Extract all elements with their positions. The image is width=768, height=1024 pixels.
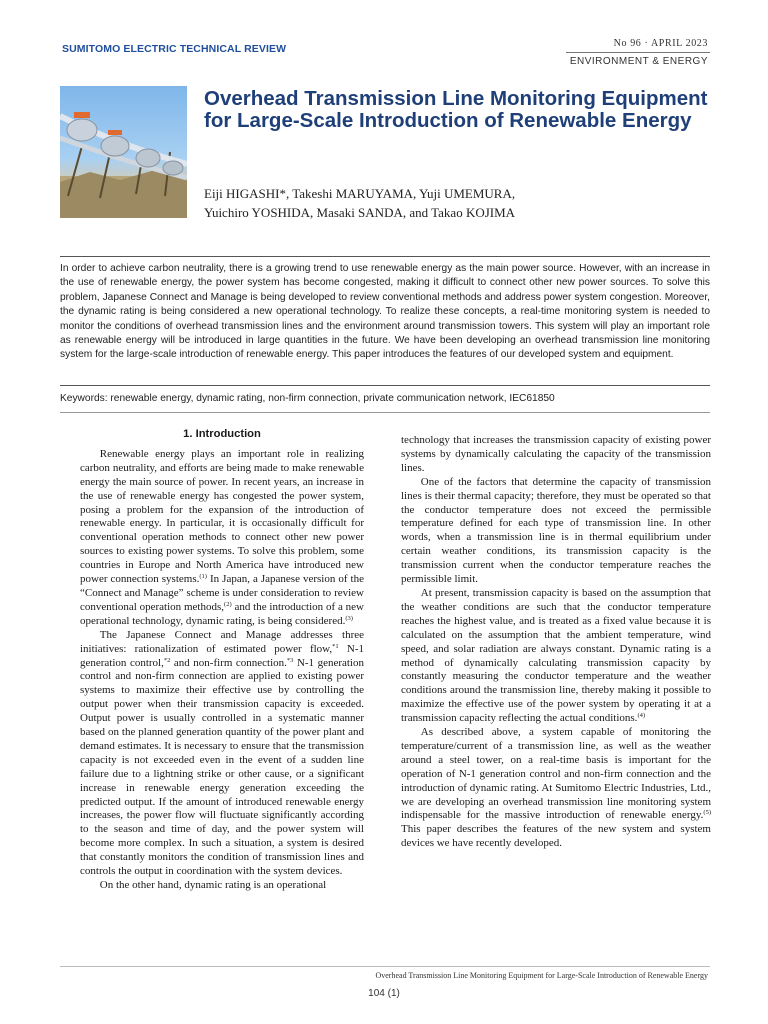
page-number: 104 (1) — [368, 988, 400, 999]
keywords-rule — [60, 412, 710, 413]
ref-3: (3) — [345, 614, 353, 622]
running-title: Overhead Transmission Line Monitoring Equipment for Large-Scale Introduction of Renewable Energy — [375, 971, 708, 980]
ref-1: (1) — [199, 573, 207, 581]
abstract-rule-top — [60, 256, 710, 257]
abstract-rule-bottom — [60, 385, 710, 386]
paragraph-1-text-c: and the introduction of a new operational technology, dynamic rating, is being considered. — [80, 600, 364, 627]
ref-2: (2) — [224, 600, 232, 608]
right-column — [401, 434, 711, 851]
abstract: In order to achieve carbon neutrality, there is a growing trend to use renewable energy as the main power source. However, with an increase in the use of renewable energy, the power system has become congested, making it difficult to connect other new power sources. To solve this problem, Japanese Connect and Manage is being developed to review conventional methods and address power system congestion. Moreover, the dynamic rating is being considered a new operational technology. To realize these concepts, a real-time monitoring system is needed to monitor the conditions of overhead transmission lines and the environment around transmission towers. This system will play an important role as renewable energy will be introduced in large quantities in the future. We have been developing an overhead transmission line monitoring system for the large-scale introduction of renewable energy. This paper introduces the features of our developed system and equipment. — [60, 263, 710, 361]
section-rule — [566, 52, 710, 53]
left-column — [80, 428, 364, 893]
paragraph-1-text: Renewable energy plays an important role in realizing carbon neutrality, and efforts are being made to make renewable energy the main source of power. In recent years, an increase in the use of renewable energy has congested the power system, posing a problem for the expansion of the introduction of renewable energy. In particular, it is occasionally difficult for conventional operation methods to connect other new power sources to existing power systems. To solve this problem, some countries in Europe and North America have introduced new power connection systems. — [80, 447, 364, 586]
section-label: ENVIRONMENT & ENERGY — [569, 56, 708, 67]
paragraph-2-text-c: and non-firm connection. — [170, 656, 287, 669]
paragraph-2-text-b: N-1 generation control, — [80, 642, 364, 669]
article-photo — [60, 86, 187, 218]
paragraph-6-text: As described above, a system capable of monitoring the temperature/current of a transmission line, as well as the weather around a steel tower, on a real-time basis is important for the operation of N-1 generation control and non-firm connection and the introduction of dynamic rating. At Sumitomo Electric Industries, Ltd., we are developing an overhead transmission line monitoring system indispensable for the massive introduction of renewable energy. — [401, 726, 711, 822]
paragraph-2-text-d: N-1 generation control and non-firm connection are applied to existing power systems to maximize their effective use by controlling the output power when their transmission capacity is exceeded. Output power is usually controlled in a systematic manner based on the planned generation quantity of the power plant and demand estimates. It is necessary to ensure that the transmission capacity is not exceeded even in the event of a sudden line failure due to a lightning strike or other cause, or a significant increase in renewable energy generation exceeding the predicted output. If the amount of introduced renewable energy increases, the power flow will fluctuate significantly according to the season and time of day, and the power system will become more complex. In such a situation, a system is desired that constantly monitors the condition of transmission lines and controls the output in coordination with the system devices. — [80, 656, 364, 878]
paragraph-4: One of the factors that determine the capacity of transmission lines is their thermal capacity; therefore, they must be operated so that the conductor temperature does not exceed the permissible temperature defined for each type of transmission line. In other words, when a transmission line is in thermal equilibrium under certain weather conditions, its transmission capacity is the transmission current when the conductor temperature reaches the permissible limit. — [401, 475, 711, 586]
authors-line-2: Yuichiro YOSHIDA, Masaki SANDA, and Takao KOJIMA — [204, 205, 516, 220]
section-heading-introduction: 1. Introduction — [183, 428, 261, 440]
journal-name: SUMITOMO ELECTRIC TECHNICAL REVIEW — [62, 43, 287, 55]
paragraph-2-text-a: The Japanese Connect and Manage addresses three initiatives: rationalization of estimated power flow, — [80, 628, 364, 655]
paragraph-5 — [401, 587, 711, 726]
paragraph-3: On the other hand, dynamic rating is an operational — [99, 879, 327, 891]
transmission-line-photo-icon — [60, 86, 187, 218]
issue-info: No 96 · APRIL 2023 — [613, 38, 708, 49]
authors-line-1: Eiji HIGASHI*, Takeshi MARUYAMA, Yuji UMEMURA, — [204, 186, 516, 201]
author-list — [204, 184, 724, 222]
article-title: Overhead Transmission Line Monitoring Equipment for Large-Scale Introduction of Renewable Energy — [204, 87, 708, 132]
note-3: *3 — [286, 656, 294, 664]
paragraph-1-text-b: In Japan, a Japanese version of the “Connect and Manage” scheme is under consideration to review conventional operation methods, — [80, 573, 364, 613]
paragraph-2 — [80, 629, 364, 879]
ref-4: (4) — [637, 712, 646, 720]
note-2: *2 — [163, 656, 171, 664]
keywords: Keywords: renewable energy, dynamic rating, non-firm connection, private communication network, IEC61850 — [60, 393, 555, 404]
footer-rule — [60, 966, 710, 967]
paragraph-5-text: At present, transmission capacity is based on the assumption that the weather conditions are such that the conductor temperature reaches the highest value, and is treated as a fixed value because it is calculated on the assumption that the ambient temperature, wind speed, and solar radiation are always constant. Dynamic rating is a method of dynamically calculating transmission capacity by constantly measuring the conductor temperature and the weather conditions around the transmission line, thereby making it possible to maximize the effective use of the power system by operating it at a transmission capacity reflecting the actual conditions. — [401, 586, 711, 725]
ref-5: (5) — [703, 809, 711, 817]
note-1: *1 — [332, 642, 339, 650]
paragraph-6-text-b: This paper describes the features of the new system and system devices we have recently developed. — [401, 823, 711, 850]
paragraph-6 — [401, 726, 711, 851]
paragraph-3-continued: technology that increases the transmission capacity of existing power systems by dynamically calculating the capacity of the transmission lines. — [401, 434, 711, 474]
paragraph-1 — [80, 448, 364, 629]
